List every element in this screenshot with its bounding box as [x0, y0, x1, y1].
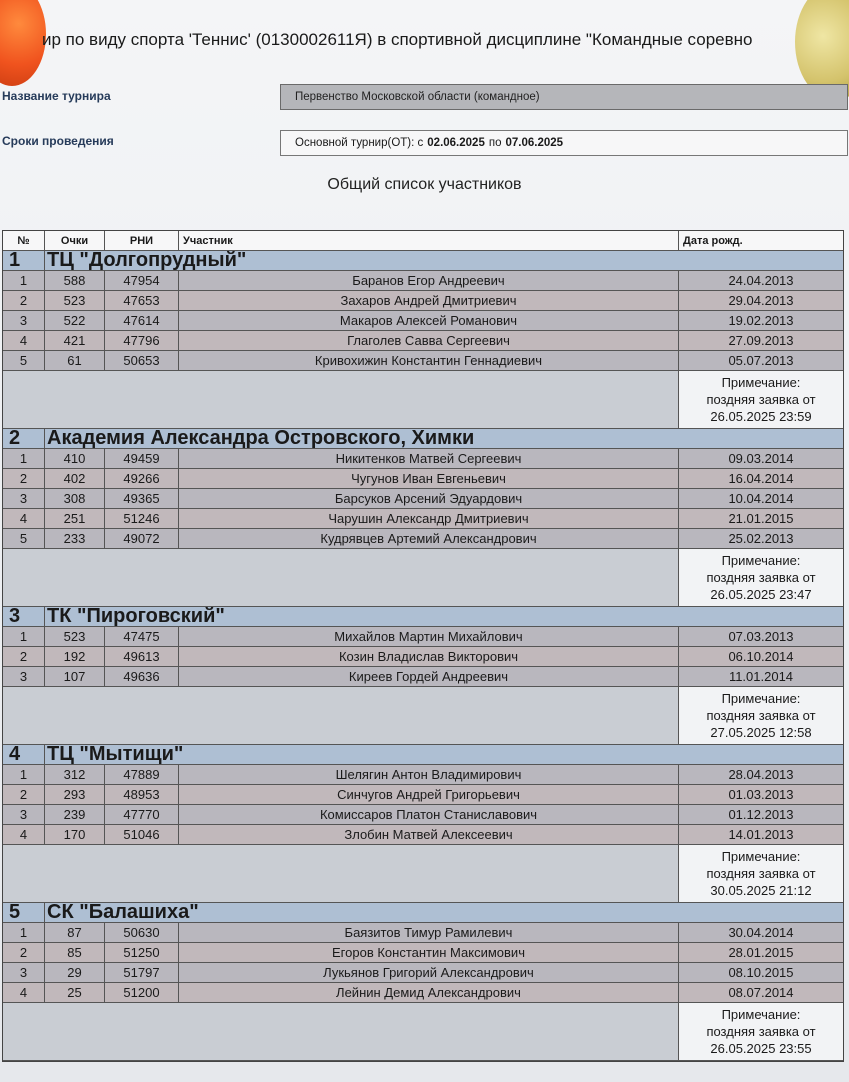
col-rni-header: РНИ — [105, 231, 179, 250]
date-to: 07.06.2025 — [505, 137, 564, 149]
player-rni: 47614 — [105, 311, 179, 330]
late-entry-note — [679, 371, 843, 428]
player-rni: 47653 — [105, 291, 179, 310]
player-rni: 47796 — [105, 331, 179, 350]
player-name: Барсуков Арсений Эдуардович — [179, 489, 679, 508]
table-row — [3, 489, 843, 509]
player-rni: 51250 — [105, 943, 179, 962]
player-rni: 51246 — [105, 509, 179, 528]
participants-table — [2, 230, 844, 1062]
player-number: 3 — [3, 667, 45, 686]
note-title: Примечание: — [721, 1007, 801, 1022]
player-rni: 48953 — [105, 785, 179, 804]
note-blank-cell — [3, 687, 679, 744]
player-birthdate: 11.01.2014 — [728, 669, 794, 684]
player-number: 2 — [3, 785, 45, 804]
late-entry-note — [679, 845, 843, 902]
player-number: 5 — [3, 529, 45, 548]
player-rni: 49459 — [105, 449, 179, 468]
player-birthdate: 28.01.2015 — [728, 945, 794, 960]
table-row — [3, 509, 843, 529]
table-row — [3, 943, 843, 963]
tournament-name-value — [280, 84, 848, 110]
table-row — [3, 627, 843, 647]
player-points: 85 — [45, 943, 105, 962]
player-points: 233 — [45, 529, 105, 548]
player-rni: 47770 — [105, 805, 179, 824]
player-name: Киреев Гордей Андреевич — [179, 667, 679, 686]
player-number: 3 — [3, 311, 45, 330]
note-blank-cell — [3, 845, 679, 902]
team-name: ТЦ "Долгопрудный" — [47, 251, 247, 270]
player-points: 192 — [45, 647, 105, 666]
table-row — [3, 785, 843, 805]
player-number: 3 — [3, 489, 45, 508]
table-row — [3, 923, 843, 943]
player-rni: 49072 — [105, 529, 179, 548]
late-entry-note — [679, 687, 843, 744]
orange-object — [0, 0, 46, 86]
player-points: 421 — [45, 331, 105, 350]
note-row — [3, 845, 843, 903]
table-row — [3, 647, 843, 667]
player-rni: 47954 — [105, 271, 179, 290]
table-row — [3, 449, 843, 469]
dates-mid: по — [488, 137, 502, 149]
player-birthdate: 19.02.2013 — [728, 313, 794, 328]
team-name: Академия Александра Островского, Химки — [47, 429, 475, 448]
player-name: Чугунов Иван Евгеньевич — [179, 469, 679, 488]
player-number: 2 — [3, 647, 45, 666]
player-name: Лейнин Демид Александрович — [179, 983, 679, 1002]
note-row — [3, 371, 843, 429]
player-number: 1 — [3, 765, 45, 784]
player-name: Шелягин Антон Владимирович — [179, 765, 679, 784]
player-points: 25 — [45, 983, 105, 1002]
player-name: Чарушин Александр Дмитриевич — [179, 509, 679, 528]
note-row — [3, 687, 843, 745]
table-row — [3, 825, 843, 845]
player-name: Макаров Алексей Романович — [179, 311, 679, 330]
player-number: 4 — [3, 509, 45, 528]
player-points: 308 — [45, 489, 105, 508]
table-row — [3, 667, 843, 687]
note-date: 30.05.2025 21:12 — [710, 883, 812, 898]
player-rni: 49636 — [105, 667, 179, 686]
player-birthdate: 07.03.2013 — [728, 629, 794, 644]
team-number: 5 — [3, 903, 45, 922]
player-birthdate: 08.10.2015 — [728, 965, 794, 980]
player-number: 2 — [3, 291, 45, 310]
player-points: 588 — [45, 271, 105, 290]
player-number: 1 — [3, 271, 45, 290]
col-no-header: № — [3, 231, 45, 250]
player-points: 61 — [45, 351, 105, 370]
player-birthdate: 09.03.2014 — [728, 451, 794, 466]
note-line: поздняя заявка от — [706, 570, 816, 585]
team-header-row — [3, 903, 843, 923]
player-number: 5 — [3, 351, 45, 370]
team-header-row — [3, 607, 843, 627]
player-name: Глаголев Савва Сергеевич — [179, 331, 679, 350]
player-rni: 49365 — [105, 489, 179, 508]
player-points: 251 — [45, 509, 105, 528]
table-row — [3, 469, 843, 489]
player-points: 170 — [45, 825, 105, 844]
note-date: 26.05.2025 23:55 — [710, 1041, 812, 1056]
player-points: 402 — [45, 469, 105, 488]
table-row — [3, 271, 843, 291]
list-title: Общий список участников — [327, 176, 522, 193]
team-header-row — [3, 745, 843, 765]
team-number: 4 — [3, 745, 45, 764]
player-number: 4 — [3, 331, 45, 350]
player-number: 1 — [3, 449, 45, 468]
table-row — [3, 983, 843, 1003]
note-date: 26.05.2025 23:47 — [710, 587, 812, 602]
player-points: 523 — [45, 291, 105, 310]
player-rni: 51797 — [105, 963, 179, 982]
player-name: Баязитов Тимур Рамилевич — [179, 923, 679, 942]
player-name: Кривохижин Константин Геннадиевич — [179, 351, 679, 370]
note-title: Примечание: — [721, 375, 801, 390]
player-number: 2 — [3, 469, 45, 488]
player-points: 29 — [45, 963, 105, 982]
player-number: 1 — [3, 627, 45, 646]
player-birthdate: 30.04.2014 — [728, 925, 794, 940]
note-row — [3, 1003, 843, 1061]
player-birthdate: 16.04.2014 — [728, 471, 794, 486]
player-birthdate: 21.01.2015 — [728, 511, 794, 526]
note-blank-cell — [3, 371, 679, 428]
player-name: Козин Владислав Викторович — [179, 647, 679, 666]
note-date: 27.05.2025 12:58 — [710, 725, 812, 740]
player-number: 3 — [3, 963, 45, 982]
player-birthdate: 29.04.2013 — [728, 293, 794, 308]
note-row — [3, 549, 843, 607]
player-points: 522 — [45, 311, 105, 330]
player-name: Захаров Андрей Дмитриевич — [179, 291, 679, 310]
player-rni: 47475 — [105, 627, 179, 646]
player-points: 410 — [45, 449, 105, 468]
dates-label: Сроки проведения — [2, 134, 114, 148]
player-birthdate: 01.12.2013 — [728, 807, 794, 822]
col-points-header: Очки — [45, 231, 105, 250]
player-rni: 50653 — [105, 351, 179, 370]
player-name: Кудрявцев Артемий Александрович — [179, 529, 679, 548]
dates-prefix: Основной турнир(ОТ): с — [295, 137, 424, 149]
player-name: Злобин Матвей Алексеевич — [179, 825, 679, 844]
player-rni: 49613 — [105, 647, 179, 666]
table-row — [3, 529, 843, 549]
player-birthdate: 28.04.2013 — [728, 767, 794, 782]
table-row — [3, 805, 843, 825]
player-name: Синчугов Андрей Григорьевич — [179, 785, 679, 804]
table-header-row — [3, 231, 843, 251]
team-number: 2 — [3, 429, 45, 448]
player-number: 3 — [3, 805, 45, 824]
col-participant-header: Участник — [179, 231, 679, 250]
note-title: Примечание: — [721, 553, 801, 568]
table-row — [3, 311, 843, 331]
team-number: 3 — [3, 607, 45, 626]
player-name: Егоров Константин Максимович — [179, 943, 679, 962]
team-header-row — [3, 429, 843, 449]
player-birthdate: 25.02.2013 — [728, 531, 794, 546]
table-row — [3, 963, 843, 983]
player-points: 523 — [45, 627, 105, 646]
player-points: 293 — [45, 785, 105, 804]
late-entry-note — [679, 1003, 843, 1060]
player-rni: 51046 — [105, 825, 179, 844]
player-rni: 50630 — [105, 923, 179, 942]
player-birthdate: 08.07.2014 — [728, 985, 794, 1000]
team-name: СК "Балашиха" — [47, 903, 199, 922]
player-birthdate: 27.09.2013 — [728, 333, 794, 348]
player-rni: 47889 — [105, 765, 179, 784]
player-number: 4 — [3, 825, 45, 844]
player-birthdate: 24.04.2013 — [728, 273, 794, 288]
note-line: поздняя заявка от — [706, 1024, 816, 1039]
player-name: Комиссаров Платон Станиславович — [179, 805, 679, 824]
tournament-name-label: Название турнира — [2, 89, 111, 103]
player-birthdate: 14.01.2013 — [728, 827, 794, 842]
tournament-name-text: Первенство Московской области (командное) — [295, 91, 540, 103]
table-row — [3, 291, 843, 311]
table-row — [3, 351, 843, 371]
player-number: 4 — [3, 983, 45, 1002]
note-title: Примечание: — [721, 849, 801, 864]
note-line: поздняя заявка от — [706, 392, 816, 407]
player-birthdate: 01.03.2013 — [728, 787, 794, 802]
note-line: поздняя заявка от — [706, 708, 816, 723]
player-number: 2 — [3, 943, 45, 962]
team-name: ТК "Пироговский" — [47, 607, 225, 626]
note-line: поздняя заявка от — [706, 866, 816, 881]
team-number: 1 — [3, 251, 45, 270]
player-points: 107 — [45, 667, 105, 686]
player-name: Баранов Егор Андреевич — [179, 271, 679, 290]
date-from: 02.06.2025 — [427, 137, 485, 149]
player-rni: 49266 — [105, 469, 179, 488]
player-points: 312 — [45, 765, 105, 784]
player-number: 1 — [3, 923, 45, 942]
player-name: Никитенков Матвей Сергеевич — [179, 449, 679, 468]
player-points: 87 — [45, 923, 105, 942]
dates-value — [280, 130, 848, 156]
player-birthdate: 10.04.2014 — [728, 491, 794, 506]
player-rni: 51200 — [105, 983, 179, 1002]
note-blank-cell — [3, 549, 679, 606]
player-name: Лукьянов Григорий Александрович — [179, 963, 679, 982]
note-blank-cell — [3, 1003, 679, 1060]
player-birthdate: 05.07.2013 — [728, 353, 794, 368]
note-date: 26.05.2025 23:59 — [710, 409, 812, 424]
late-entry-note — [679, 549, 843, 606]
document-heading-line: ир по виду спорта 'Теннис' (0130002611Я) в спортивной дисциплине "Командные соревно — [42, 30, 753, 49]
note-title: Примечание: — [721, 691, 801, 706]
table-row — [3, 765, 843, 785]
player-birthdate: 06.10.2014 — [728, 649, 794, 664]
player-points: 239 — [45, 805, 105, 824]
team-header-row — [3, 251, 843, 271]
player-name: Михайлов Мартин Михайлович — [179, 627, 679, 646]
table-row — [3, 331, 843, 351]
team-name: ТЦ "Мытищи" — [47, 745, 184, 764]
col-birth-header: Дата рожд. — [683, 234, 743, 247]
